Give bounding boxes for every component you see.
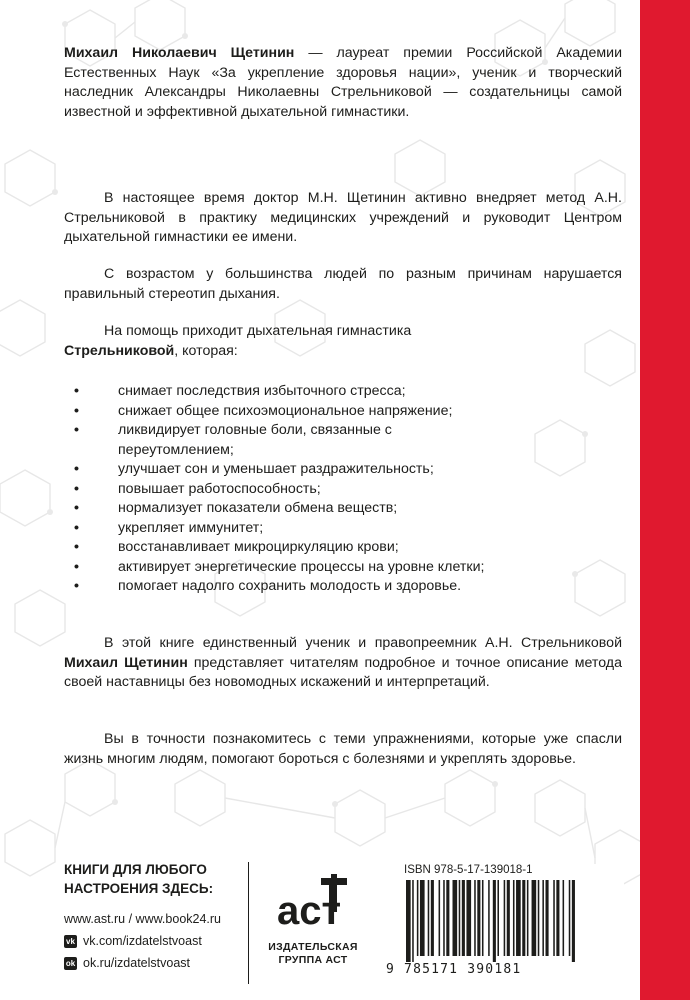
vk-icon: vk	[64, 935, 77, 948]
ok-icon: ok	[65, 958, 76, 968]
bullet-icon: •	[74, 383, 79, 399]
ast-logo-icon	[271, 872, 355, 934]
ok-link[interactable]: ok ok.ru/izdatelstvoast	[65, 956, 190, 970]
list-item: • снижает общее психоэмоциональное напряжение;	[64, 402, 584, 422]
para4-after: , которая:	[174, 342, 238, 359]
intro-paragraph	[64, 44, 622, 122]
bullet-icon: •	[74, 422, 79, 438]
paragraph-2: В настоящее время доктор М.Н. Щетинин активно внедряет метод А.Н. Стрельниковой в практику медицинских учреждений и руководит Центром дыхательной гимнастики ее имени.	[64, 190, 622, 245]
isbn-text: ISBN 978-5-17-139018-1	[404, 864, 533, 876]
bullet-icon: •	[74, 519, 79, 536]
paragraph-4	[64, 322, 622, 361]
list-item: • активирует энергетические процессы на уровне клетки;	[64, 558, 588, 578]
footer-links	[64, 860, 264, 974]
bullet-icon: •	[74, 500, 79, 516]
slogan: КНИГИ ДЛЯ ЛЮБОГО НАСТРОЕНИЯ ЗДЕСЬ:	[64, 862, 214, 896]
para4-before: На помощь приходит дыхательная гимнастика	[104, 323, 412, 339]
svg-text:аст: аст	[277, 889, 342, 933]
para5-bold: Михаил Щетинин	[64, 654, 188, 671]
list-item: • снимает последствия избыточного стресса;	[64, 382, 584, 402]
bullet-icon: •	[74, 558, 79, 575]
list-item: • восстанавливает микроциркуляцию крови;	[64, 538, 584, 558]
list-item: • повышает работоспособность;	[64, 480, 584, 500]
benefits-list	[64, 382, 584, 597]
paragraph-3: С возрастом у большинства людей по разным причинам нарушается правильный стереотип дыхания.	[64, 266, 622, 302]
vk-link[interactable]: vk vk.com/izdatelstvoast	[64, 930, 264, 952]
bullet-icon: •	[74, 578, 79, 594]
list-item: • ликвидирует головные боли, связанные с переутомлением;	[74, 422, 392, 458]
list-item: • улучшает сон и уменьшает раздражительность;	[64, 460, 584, 480]
author-name: Михаил Николаевич Щетинин	[64, 45, 295, 61]
barcode-digits: 9 785171 390181	[386, 962, 522, 977]
intro-text: — лауреат премии Российской Академии Естественных Наук «За укрепление здоровья нации», ученик и творческий наследник Александры Николаевны Стрельниковой — создательницы самой известной и эффективной дыхательной гимнастики.	[64, 45, 622, 120]
bullet-icon: •	[74, 461, 79, 477]
bullet-icon: •	[74, 402, 79, 419]
para4-bold: Стрельниковой	[64, 342, 175, 359]
barcode-icon	[398, 880, 624, 962]
bullet-icon: •	[74, 539, 79, 555]
list-item: • укрепляет иммунитет;	[64, 519, 584, 539]
publisher-logo	[258, 872, 368, 967]
list-item: • помогает надолго сохранить молодость и здоровье.	[64, 577, 584, 597]
list-item: • нормализует показатели обмена веществ;	[64, 499, 584, 519]
websites-link[interactable]: www.ast.ru / www.book24.ru	[64, 912, 222, 926]
paragraph-6: Вы в точности познакомитесь с теми упражнениями, которые уже спасли жизнь многим людям, помогают бороться с болезнями и укреплять здоровье.	[64, 731, 622, 767]
publisher-name: ИЗДАТЕЛЬСКАЯ ГРУППА АСТ	[268, 941, 358, 966]
footer-divider	[248, 862, 249, 984]
paragraph-5: В этой книге единственный ученик и правопреемник А.Н. Стрельниковой Михаил Щетинин представляет читателям подробное и точное описание метода своей наставницы без новомодных искажений и интерпретаций.	[64, 635, 622, 690]
red-side-band	[640, 0, 690, 1000]
bullet-icon: •	[74, 480, 79, 497]
